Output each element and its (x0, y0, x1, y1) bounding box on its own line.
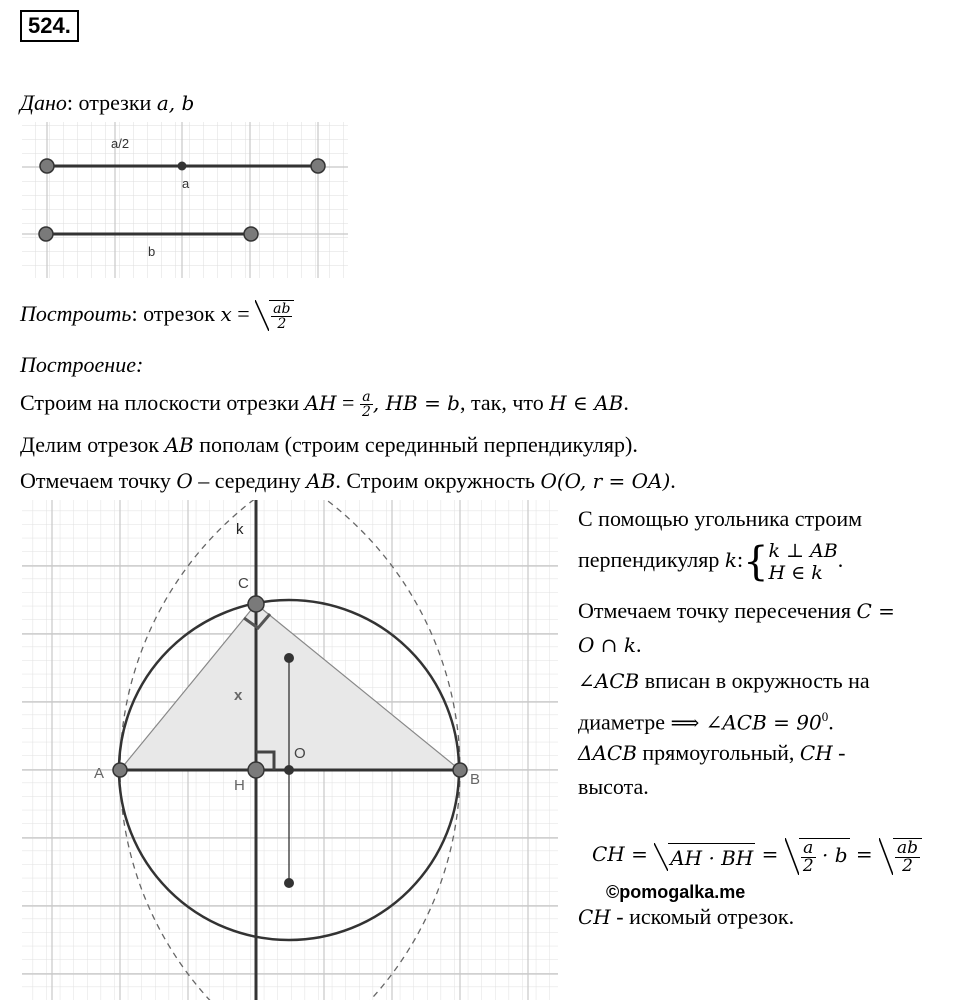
construction-label-text: Построение (20, 352, 136, 377)
right-4 (578, 632, 642, 658)
step3-b: – середину (192, 468, 307, 493)
step1-num: a (360, 390, 373, 405)
given-label: Дано (20, 90, 67, 115)
step3-c: . Строим окружность (335, 468, 541, 493)
construct-text: : отрезок (131, 300, 221, 326)
point-c (248, 596, 264, 612)
right-1: С помощью угольника строим (578, 506, 863, 531)
watermark: ©pomogalka.me (606, 882, 746, 902)
right-7 (578, 740, 845, 766)
formula-sqrt2 (799, 838, 850, 875)
point-a-right (311, 159, 325, 173)
point-a-mid (178, 162, 187, 171)
step3-o: O (176, 469, 193, 493)
point-bottom (284, 878, 294, 888)
formula-mul: · b (815, 843, 848, 868)
final-line (578, 904, 794, 930)
point-top (284, 653, 294, 663)
formula-eq2: = (755, 842, 785, 867)
right5-text: вписан в окружность на (639, 668, 870, 693)
right7-ch: CH (799, 741, 833, 765)
formula-eq3: = (849, 842, 879, 867)
label-a-point: A (94, 765, 105, 782)
given-math: a, b (156, 91, 195, 115)
construct-num: ab (273, 301, 291, 318)
point-h (248, 762, 264, 778)
construct-label: Построить (20, 300, 132, 326)
label-h: H (234, 777, 245, 794)
step2-ab: AB (164, 433, 194, 457)
construction-label: Построение: (20, 352, 144, 377)
step1-rest: , HB = b (372, 391, 460, 415)
system-brace: { (743, 539, 769, 585)
formula-num2: a (801, 840, 816, 858)
formula-ch: CH = (592, 842, 655, 867)
final-ch: CH (578, 905, 611, 929)
step3-ab: AB (306, 469, 336, 493)
point-b-left (39, 227, 53, 241)
construct-den: 2 (277, 316, 287, 333)
right2-text: перпендикуляр (578, 547, 725, 573)
label-c: C (238, 575, 249, 592)
right2-dot: . (837, 547, 844, 573)
construct-eq: = (231, 300, 256, 326)
right2-k: k (724, 548, 737, 573)
point-a (113, 763, 127, 777)
label-x: x (234, 687, 243, 704)
right4-math: O ∩ k (578, 633, 636, 657)
right4-dot: . (636, 632, 642, 657)
right5-angle: ∠ACB (578, 669, 640, 693)
step1-eq: = (336, 390, 360, 415)
right7-text: прямоугольный, (636, 740, 800, 765)
step3-circ: O(O, r = OA) (540, 469, 671, 493)
construct-line (20, 300, 294, 331)
label-a-half: a/2 (111, 136, 130, 151)
formula-num3: ab (897, 838, 919, 858)
step1-end: . (623, 390, 629, 415)
formula-den2: 2 (802, 856, 814, 876)
formula-sqrt3 (893, 838, 922, 875)
step3-end: . (670, 468, 676, 493)
right3-text: Отмечаем точку пересечения (578, 598, 857, 623)
construct-var: x (220, 301, 232, 326)
label-k: k (236, 521, 244, 538)
given-line (20, 90, 194, 116)
step1-cond: H ∈ AB (549, 391, 624, 415)
right-5 (578, 668, 870, 694)
construct-sqrt (269, 300, 294, 331)
right6-sup: 0 (821, 709, 829, 724)
label-o: O (294, 745, 306, 762)
right3-c: C = (856, 599, 895, 623)
right2-colon: : (736, 547, 744, 573)
right-6 (578, 704, 834, 735)
step-2 (20, 432, 638, 458)
problem-number: 524. (20, 10, 79, 42)
point-o (284, 765, 294, 775)
step-1 (20, 390, 629, 419)
label-b: b (148, 244, 156, 259)
right-3 (578, 598, 895, 624)
segments-figure (22, 122, 348, 278)
point-b-right (244, 227, 258, 241)
label-a: a (182, 176, 190, 191)
system-line2: H ∈ k (768, 562, 823, 584)
formula-sqrt1: AH · BH (668, 843, 755, 871)
right6-dot: . (828, 709, 834, 735)
step-3 (20, 468, 676, 494)
given-text: : отрезки (66, 90, 157, 115)
right7-dash: - (832, 740, 846, 765)
step3-a: Отмечаем точку (20, 468, 177, 493)
formula-den3: 2 (902, 856, 913, 876)
step2-a: Делим отрезок (20, 432, 165, 457)
step2-b: пополам (строим серединный перпендикуляр). (193, 432, 638, 457)
step1-ah: AH (304, 391, 337, 415)
label-b-point: B (470, 771, 481, 788)
right6-text: диаметре (578, 709, 671, 735)
step1-mid: , так, что (460, 390, 550, 415)
system-line1: k ⊥ AB (768, 540, 838, 562)
formula (592, 838, 922, 875)
right-8: высота. (578, 774, 649, 799)
right6-math: ⟹ ∠ACB = 90 (670, 710, 822, 735)
system (769, 540, 838, 584)
step1-text: Строим на плоскости отрезки (20, 390, 305, 415)
right-2 (578, 540, 843, 584)
right7-tri: ΔACB (578, 741, 637, 765)
construction-figure (22, 500, 558, 1000)
point-a-left (40, 159, 54, 173)
final-text: - искомый отрезок. (610, 904, 795, 929)
step1-den: 2 (361, 404, 371, 421)
point-b (453, 763, 467, 777)
